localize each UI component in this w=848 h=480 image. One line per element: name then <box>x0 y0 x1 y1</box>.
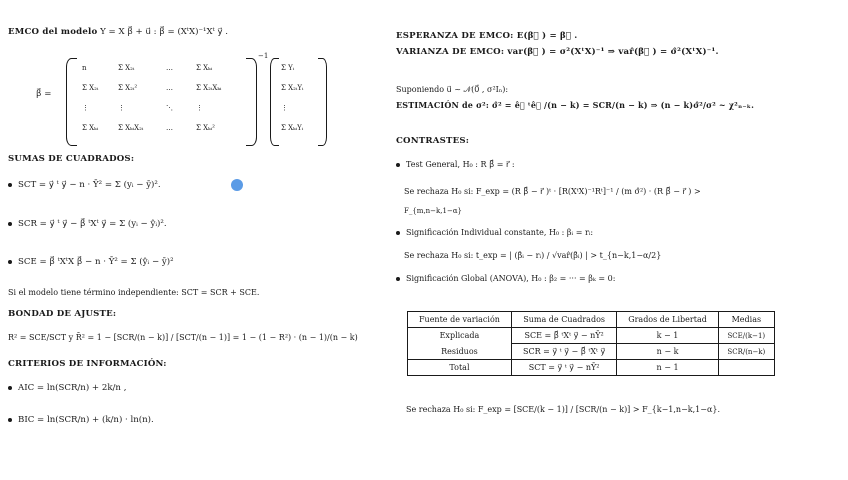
table-cell: n − 1 <box>617 360 718 376</box>
vector-cell: ⋮ <box>281 104 288 112</box>
estimacion-line: ESTIMACIÓN de σ²: σ̂² = ê⃗ ᵗê⃗ /(n − k) = SCR/(n − k) ⇒ (n − k)σ̂²/σ² ~ χ²ₙ₋ₖ. <box>396 100 755 110</box>
bic-formula: BIC = ln(SCR/n) + (k/n) · ln(n). <box>18 415 154 425</box>
bullet-icon <box>396 231 400 235</box>
table-cell: SCR/(n−k) <box>718 344 774 360</box>
table-cell: Explicada <box>408 328 512 344</box>
sce-item <box>8 258 174 268</box>
table-cell: Total <box>408 360 512 376</box>
table-cell: SCE/(k−1) <box>718 328 774 344</box>
vector-cell: Σ Yᵢ <box>281 64 295 72</box>
scr-formula: SCR = y⃗ ᵗ y⃗ − β⃗ ᵗXᵗ y⃗ = Σ (yᵢ − ŷᵢ)². <box>18 219 167 229</box>
sct-formula: SCT = y⃗ ᵗ y⃗ − n · Ȳ² = Σ (yᵢ − ȳ)². <box>18 180 161 190</box>
aic-formula: AIC = ln(SCR/n) + 2k/n , <box>18 383 127 393</box>
matrix-left-paren <box>66 58 77 146</box>
rechaza-general: Se rechaza H₀ si: F_exp = (R β⃗ − r⃗ )ᵗ · [R(XᵗX)⁻¹Rᵗ]⁻¹ / (m σ̂²) · (R β⃗ − r⃗ ) > <box>404 187 701 196</box>
rechaza-anova: Se rechaza H₀ si: F_exp = [SCE/(k − 1)] / [SCR/(n − k)] > F_{k−1,n−k,1−α}. <box>406 405 720 414</box>
contrastes-title: CONTRASTES: <box>396 136 470 146</box>
table-row <box>408 360 775 376</box>
bullet-icon <box>8 418 12 422</box>
esperanza-line: ESPERANZA DE EMCO: E(β⃗ ) = β⃗ . <box>396 31 578 41</box>
vector-right-paren <box>318 58 327 146</box>
rechaza-individual: Se rechaza H₀ si: t_exp = | (β̂ᵢ − rᵢ) / √var̂(β̂ᵢ) | > t_{n−k,1−α/2} <box>404 251 662 260</box>
bullet-icon <box>8 222 12 226</box>
vector-cell: Σ XₖᵢYᵢ <box>281 124 304 132</box>
table-header: Grados de Libertad <box>617 312 718 328</box>
sct-item <box>8 181 161 191</box>
beta-label: β⃗ = <box>36 89 52 99</box>
matrix-cell: Σ Xₖᵢ <box>82 124 99 132</box>
matrix-cell: n <box>82 64 87 72</box>
varianza-line: VARIANZA DE EMCO: var(β⃗ ) = σ²(XᵗX)⁻¹ ⇒ var̂(β⃗ ) = σ̂²(XᵗX)⁻¹. <box>396 47 719 57</box>
vector-left-paren <box>270 58 279 146</box>
table-header-row <box>408 312 775 328</box>
test-general-item <box>396 160 515 169</box>
bullet-icon <box>8 183 12 187</box>
global-text: Significación Global (ANOVA), H₀ : β₂ = ··· = βₖ = 0: <box>406 274 616 283</box>
matrix-right-paren <box>246 58 257 146</box>
table-cell: k − 1 <box>617 328 718 344</box>
table-row <box>408 328 775 344</box>
matrix-cell: Σ X₂ᵢ <box>118 64 135 72</box>
matrix-cell: ⋱ <box>166 104 173 112</box>
bic-item <box>8 416 154 426</box>
matrix-cell: … <box>166 124 173 132</box>
bondad-title: BONDAD DE AJUSTE: <box>8 309 117 319</box>
emco-line <box>8 28 228 38</box>
aic-item <box>8 384 126 394</box>
individual-text: Significación Individual constante, H₀ : βᵢ = rᵢ: <box>406 228 594 237</box>
bullet-icon <box>396 277 400 281</box>
bullet-icon <box>8 386 12 390</box>
table-cell: Residuos <box>408 344 512 360</box>
table-cell: SCE = β⃗ ᵗXᵗ y⃗ − nȲ² <box>511 328 616 344</box>
matrix-cell: Σ Xₖᵢ² <box>196 124 215 132</box>
rechaza-general-critical: F_{m,n−k,1−α} <box>404 207 463 215</box>
matrix-cell: Σ X₂ᵢXₖᵢ <box>196 84 222 92</box>
sumas-title: SUMAS DE CUADRADOS: <box>8 154 135 164</box>
criterios-title: CRITERIOS DE INFORMACIÓN: <box>8 359 167 369</box>
matrix-cell: Σ X₂ᵢ² <box>118 84 138 92</box>
table-header: Fuente de variación <box>408 312 512 328</box>
matrix-cell: … <box>166 64 173 72</box>
matrix-cell: ⋮ <box>82 104 89 112</box>
matrix-cell: ⋮ <box>196 104 203 112</box>
matrix-cell: Σ Xₖᵢ <box>196 64 213 72</box>
global-item <box>396 274 615 283</box>
emco-title: EMCO del modelo <box>8 27 98 37</box>
anova-table <box>407 311 775 376</box>
matrix-cell: Σ X₂ᵢ <box>82 84 99 92</box>
table-cell: n − k <box>617 344 718 360</box>
sce-formula: SCE = β⃗ ᵗXᵗX β⃗ − n · Ȳ² = Σ (ŷᵢ − ȳ)² <box>18 257 174 267</box>
termino-independiente: Si el modelo tiene término independiente: SCT = SCR + SCE. <box>8 288 260 297</box>
table-header: Medias <box>718 312 774 328</box>
table-row <box>408 344 775 360</box>
matrix-cell: Σ XₖᵢX₂ᵢ <box>118 124 144 132</box>
table-cell: SCR = y⃗ ᵗ y⃗ − β⃗ ᵗXᵗ y⃗ <box>511 344 616 360</box>
vector-cell: Σ X₂ᵢYᵢ <box>281 84 304 92</box>
mouse-cursor-icon <box>231 179 243 191</box>
table-cell <box>718 360 774 376</box>
table-cell: SCT = y⃗ ᵗ y⃗ − nȲ² <box>511 360 616 376</box>
bullet-icon <box>396 163 400 167</box>
scr-item <box>8 220 167 230</box>
bullet-icon <box>8 260 12 264</box>
table-header: Suma de Cuadrados <box>511 312 616 328</box>
individual-item <box>396 228 593 237</box>
matrix-cell: ⋮ <box>118 104 125 112</box>
test-general-text: Test General, H₀ : R β⃗ = r⃗ : <box>406 160 515 169</box>
suponiendo-line: Suponiendo u⃗ ~ 𝒩(0⃗ , σ²Iₙ): <box>396 85 509 94</box>
matrix-cell: … <box>166 84 173 92</box>
emco-formula: Y = X β⃗ + u⃗ : β⃗ = (XᵗX)⁻¹Xᵗ y⃗ . <box>100 27 229 37</box>
matrix-exponent: −1 <box>258 52 269 60</box>
r2-formula: R² = SCE/SCT y R̄² = 1 − [SCR/(n − k)] / [SCT/(n − 1)] = 1 − (1 − R²) · (n − 1)/(n − k) <box>8 333 358 342</box>
